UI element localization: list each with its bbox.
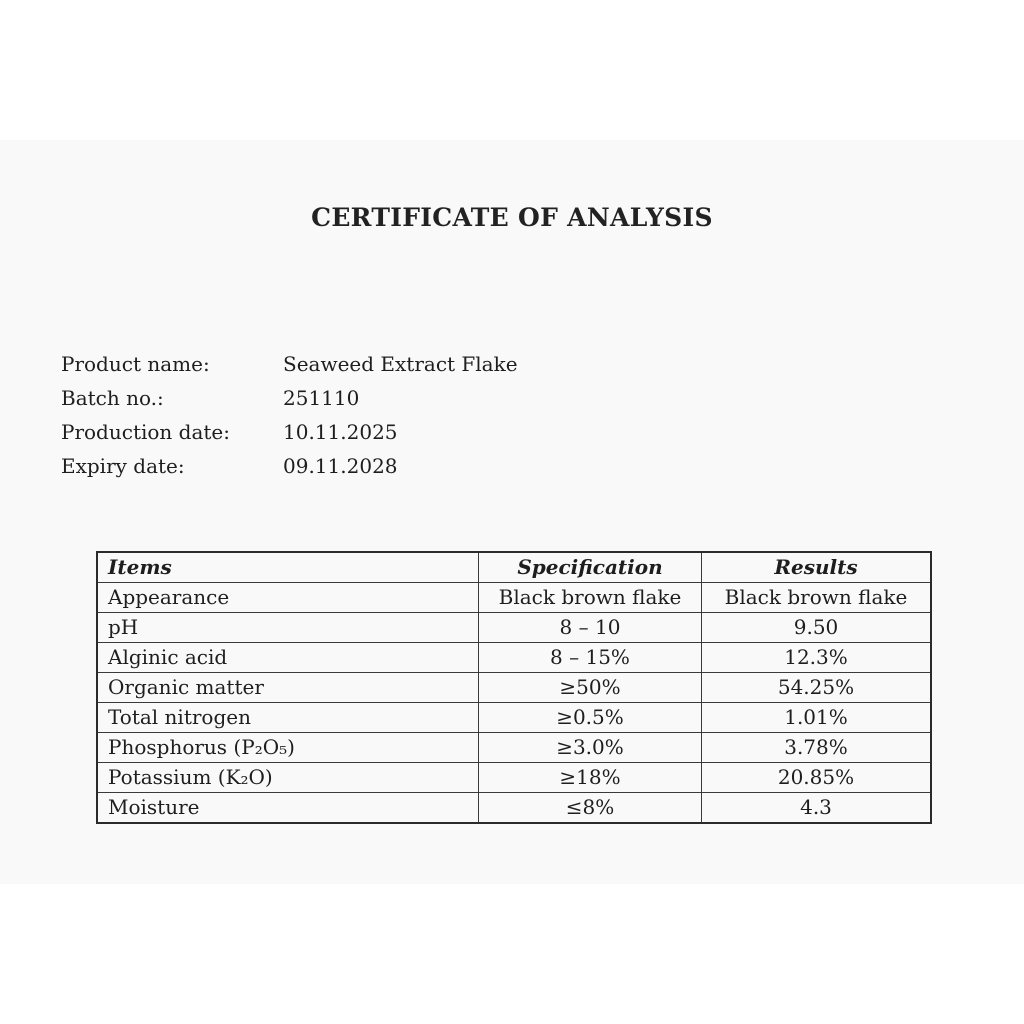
result-cell: 20.85% xyxy=(702,763,932,793)
info-value: 09.11.2028 xyxy=(283,454,398,478)
info-row-product-name xyxy=(61,347,518,381)
result-cell: 1.01% xyxy=(702,703,932,733)
spec-cell: 8 – 10 xyxy=(479,613,702,643)
item-cell: Total nitrogen xyxy=(97,703,479,733)
info-label: Batch no.: xyxy=(61,386,164,410)
info-value: Seaweed Extract Flake xyxy=(283,352,518,376)
item-cell: Alginic acid xyxy=(97,643,479,673)
result-cell: 54.25% xyxy=(702,673,932,703)
table-row xyxy=(97,793,931,824)
product-info xyxy=(61,347,518,483)
result-cell: 4.3 xyxy=(702,793,932,824)
spec-cell: 8 – 15% xyxy=(479,643,702,673)
spec-cell: ≤8% xyxy=(479,793,702,824)
item-cell: Appearance xyxy=(97,583,479,613)
item-cell: Phosphorus (P₂O₅) xyxy=(97,733,479,763)
item-cell: pH xyxy=(97,613,479,643)
info-value: 251110 xyxy=(283,386,360,410)
info-label: Production date: xyxy=(61,420,230,444)
table-row xyxy=(97,613,931,643)
result-cell: 12.3% xyxy=(702,643,932,673)
item-cell: Organic matter xyxy=(97,673,479,703)
table-row xyxy=(97,703,931,733)
spec-cell: ≥0.5% xyxy=(479,703,702,733)
spec-cell: Black brown flake xyxy=(479,583,702,613)
table-row xyxy=(97,643,931,673)
analysis-table xyxy=(96,551,932,824)
info-label: Product name: xyxy=(61,352,210,376)
table-row xyxy=(97,763,931,793)
table-header-row xyxy=(97,552,931,583)
result-cell: Black brown flake xyxy=(702,583,932,613)
table-row xyxy=(97,733,931,763)
spec-cell: ≥3.0% xyxy=(479,733,702,763)
table-row xyxy=(97,583,931,613)
header-items: Items xyxy=(97,552,479,583)
info-label: Expiry date: xyxy=(61,454,185,478)
item-cell: Potassium (K₂O) xyxy=(97,763,479,793)
info-row-expiry-date xyxy=(61,449,518,483)
spec-cell: ≥18% xyxy=(479,763,702,793)
info-row-production-date xyxy=(61,415,518,449)
header-results: Results xyxy=(702,552,932,583)
info-value: 10.11.2025 xyxy=(283,420,398,444)
info-row-batch-no xyxy=(61,381,518,415)
table-row xyxy=(97,673,931,703)
header-specification: Specification xyxy=(479,552,702,583)
spec-cell: ≥50% xyxy=(479,673,702,703)
document-title: CERTIFICATE OF ANALYSIS xyxy=(311,203,713,232)
result-cell: 9.50 xyxy=(702,613,932,643)
item-cell: Moisture xyxy=(97,793,479,824)
result-cell: 3.78% xyxy=(702,733,932,763)
